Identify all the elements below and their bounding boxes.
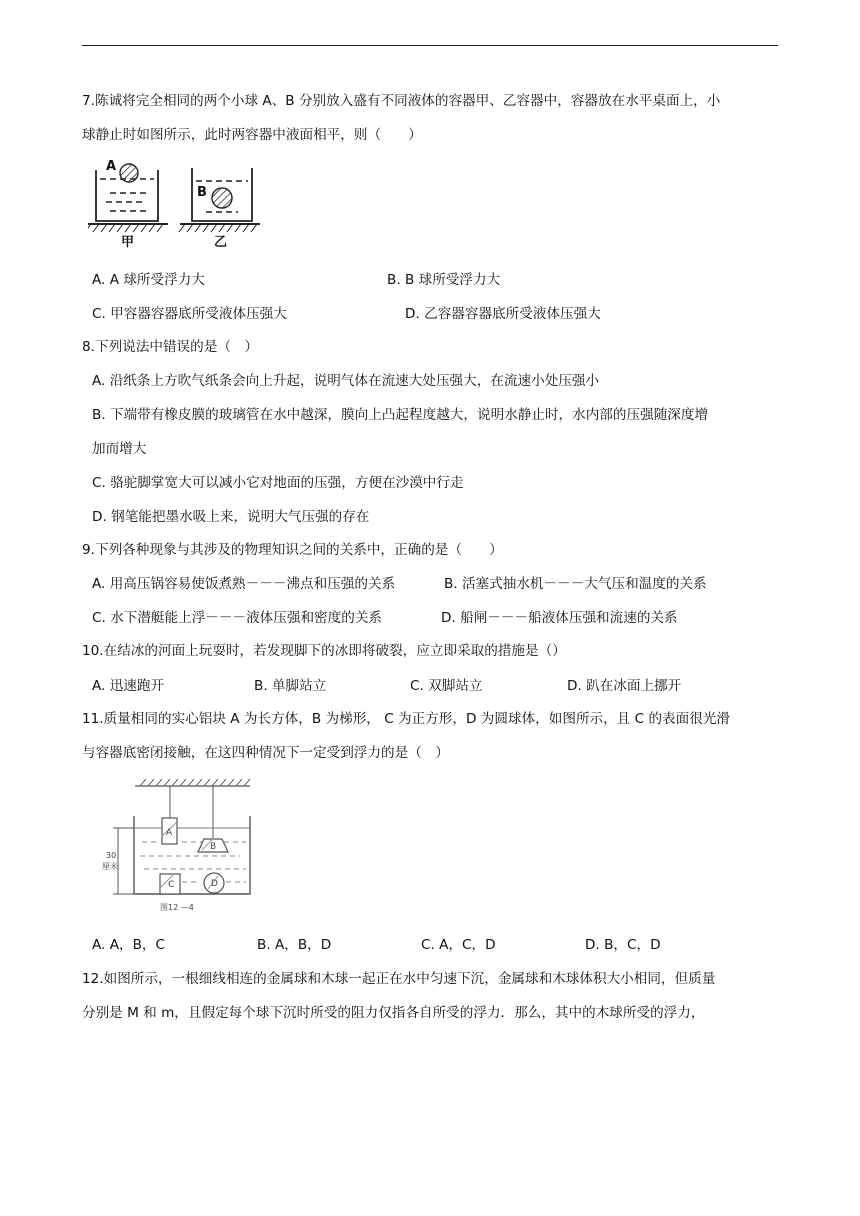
q9-stem: 9.下列各种现象与其涉及的物理知识之间的关系中，正确的是（ ） <box>82 542 503 558</box>
q7-option-d: D. 乙容器容器底所受液体压强大 <box>405 306 601 322</box>
q10-option-c: C. 双脚站立 <box>410 678 483 694</box>
q11-option-a: A. A，B，C <box>92 937 166 953</box>
q8-option-c: C. 骆驼脚掌宽大可以减小它对地面的压强，方便在沙漠中行走 <box>92 475 464 491</box>
q9-option-b: B. 活塞式抽水机－－－大气压和温度的关系 <box>444 576 707 592</box>
q8-option-b-cont: 加而增大 <box>92 441 147 457</box>
q7-option-a: A. A 球所受浮力大 <box>92 272 205 288</box>
q8-stem: 8.下列说法中错误的是（ ） <box>82 339 259 355</box>
q11-stem-line1: 11.质量相同的实心铝块 A 为长方体，B 为梯形， C 为正方形，D 为圆球体，如图所示，且 C 的表面很光滑 <box>82 711 731 727</box>
q11-fig-label-c: C <box>168 880 175 890</box>
q7-option-c: C. 甲容器容器底所受液体压强大 <box>92 306 287 322</box>
q8-option-a: A. 沿纸条上方吹气纸条会向上升起，说明气体在流速大处压强大，在流速小处压强小 <box>92 373 600 389</box>
q8-option-d: D. 钢笔能把墨水吸上来，说明大气压强的存在 <box>92 509 370 525</box>
q10-option-a: A. 迅速跑开 <box>92 678 165 694</box>
header-rule <box>82 45 778 46</box>
q11-fig-depth-unit: 厘米 <box>102 862 118 871</box>
q9-option-d: D. 船闸－－－船液体压强和流速的关系 <box>441 610 678 626</box>
q12-stem-line2: 分别是 M 和 m，且假定每个球下沉时所受的阻力仅指各自所受的浮力．那么，其中的木球所受的浮力， <box>82 1005 705 1021</box>
container-yi <box>179 168 260 250</box>
q7-fig-label-jia: 甲 <box>121 235 135 250</box>
q11-figure <box>100 776 260 916</box>
q11-fig-depth-value: 30 <box>106 851 117 860</box>
q7-stem-line2: 球静止时如图所示，此时两容器中液面相平，则（ ） <box>82 127 422 143</box>
q9-option-c: C. 水下潜艇能上浮－－－液体压强和密度的关系 <box>92 610 383 626</box>
q11-option-b: B. A，B，D <box>257 937 332 953</box>
q11-stem-line2: 与容器底密闭接触，在这四种情况下一定受到浮力的是（ ） <box>82 745 450 761</box>
q8-option-b: B. 下端带有橡皮膜的玻璃管在水中越深，膜向上凸起程度越大，说明水静止时，水内部的压强随深度增 <box>92 407 709 423</box>
container-jia <box>88 159 168 250</box>
q11-fig-label-d: D <box>211 879 218 889</box>
q7-option-b: B. B 球所受浮力大 <box>387 272 501 288</box>
q10-option-b: B. 单脚站立 <box>254 678 327 694</box>
q11-option-d: D. B，C，D <box>585 937 661 953</box>
q10-option-d: D. 趴在冰面上挪开 <box>567 678 682 694</box>
q10-stem: 10.在结冰的河面上玩耍时，若发现脚下的冰即将破裂，应立即采取的措施是（） <box>82 643 566 659</box>
q7-stem-line1: 7.陈诚将完全相同的两个小球 A、B 分别放入盛有不同液体的容器甲、乙容器中，容器放在水平桌面上，小 <box>82 93 721 109</box>
q11-fig-label-b: B <box>210 842 217 852</box>
q7-fig-label-b: B <box>197 185 207 200</box>
q7-fig-label-a: A <box>106 159 117 174</box>
q11-option-c: C. A，C，D <box>421 937 496 953</box>
q11-fig-caption: 图12 —4 <box>160 903 194 912</box>
q12-stem-line1: 12.如图所示，一根细线相连的金属球和木球一起正在水中匀速下沉，金属球和木球体积大小相同，但质量 <box>82 971 716 987</box>
q7-fig-label-yi: 乙 <box>214 235 228 250</box>
q7-figure <box>88 158 260 250</box>
q11-fig-label-a: A <box>166 828 173 838</box>
q9-option-a: A. 用高压锅容易使饭煮熟－－－沸点和压强的关系 <box>92 576 396 592</box>
